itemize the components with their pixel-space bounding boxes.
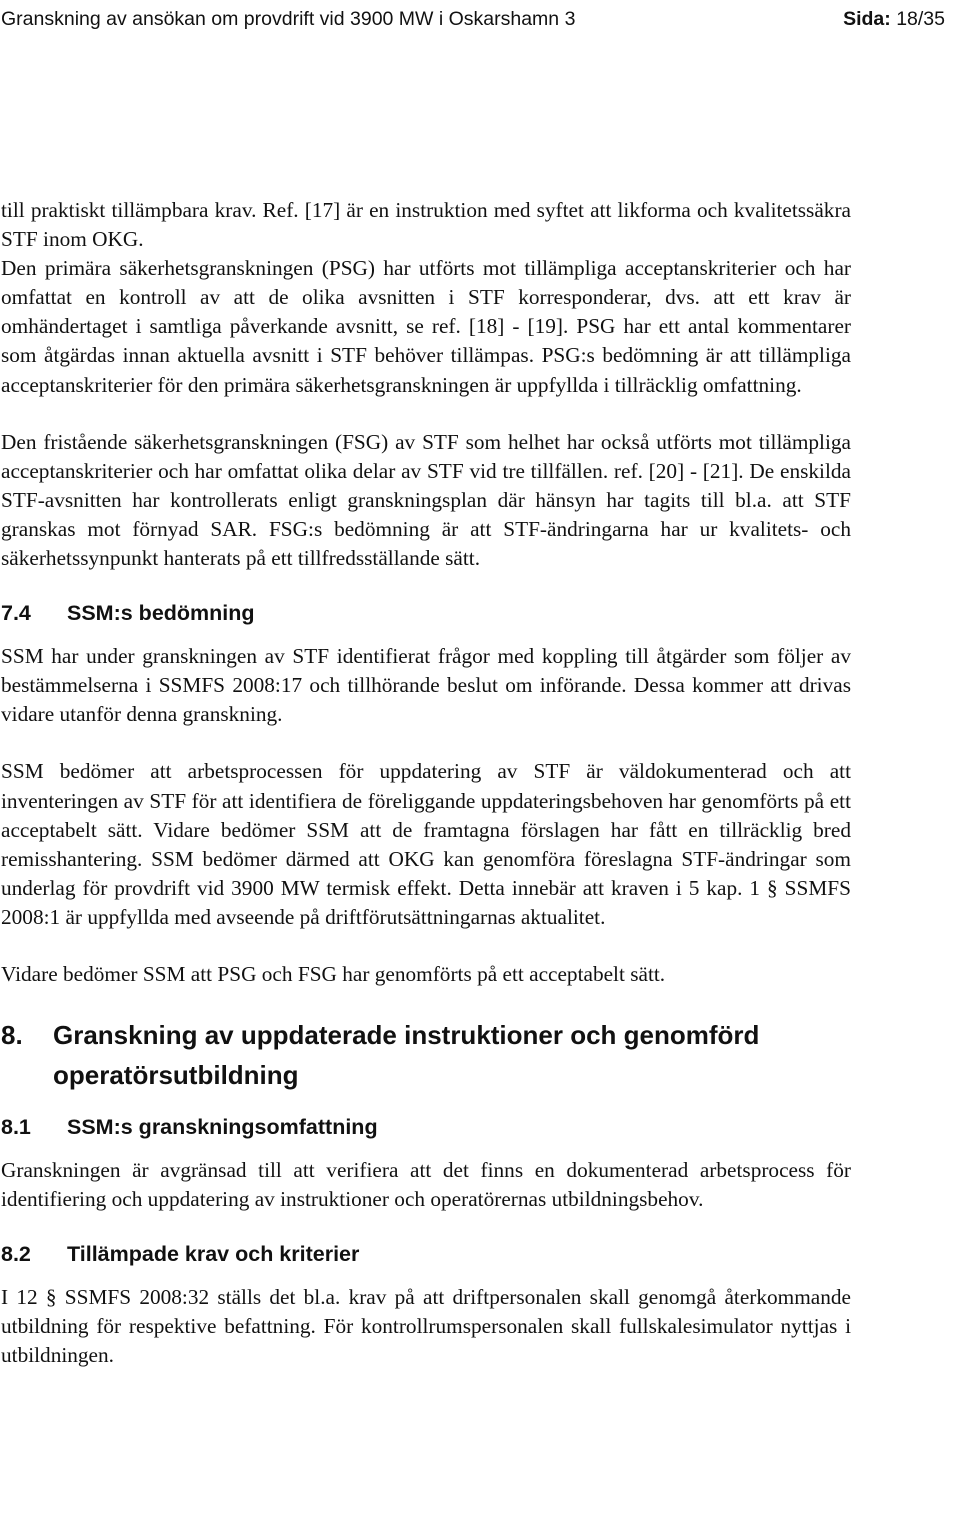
section-number: 8.1 [1, 1115, 31, 1140]
paragraph-ssm-assessment: SSM bedömer att arbetsprocessen för uppdatering av STF är väldokumenterad och att inventeringen av STF för att identifiera de föreliggande uppdateringsbehoven har genomförts på ett acceptabelt sätt. Vidare bedömer SSM att de framtagna förslagen har fått en tillräcklig bred remisshantering. SSM bedömer därmed att OKG kan genomföra föreslagna STF-ändringar som underlag för provdrift vid 3900 MW termisk effekt. Detta innebär att kraven i 5 kap. 1 § SSMFS 2008:1 är uppfyllda med avseende på driftförutsättningarnas aktualitet. [1, 759, 851, 929]
chapter-title: Granskning av uppdaterade instruktioner och genomförd operatörsutbildning [53, 1020, 760, 1091]
header-title: Granskning av ansökan om provdrift vid 3900 MW i Oskarshamn 3 [1, 8, 576, 30]
paragraph-continuation: till praktiskt tillämpbara krav. Ref. [17] är en instruktion med syftet att likforma och kvalitetssäkra STF inom OKG. [1, 198, 851, 252]
section-title: SSM:s bedömning [67, 601, 255, 626]
paragraph-fsg: Den fristående säkerhetsgranskningen (FSG) av STF som helhet har också utförts mot tillämpliga acceptanskriterier och har omfattat olika delar av STF vid tre tillfällen. ref. [20] - [21]. De enskilda STF-avsnitten har kontrollerats enligt granskningsplan där hänsyn har tagits till bl.a. att STF granskas mot förnyad SAR. FSG:s bedömning är att STF-ändringarna har ur kvalitets- och säkerhetssynpunkt hanterats på ett tillfredsställande sätt. [1, 429, 851, 571]
paragraph-scope: Granskningen är avgränsad till att verifiera att det finns en dokumenterad arbetsprocess för identifiering och uppdatering av instruktioner och operatörernas utbildningsbehov. [1, 1158, 851, 1212]
section-title: Tillämpade krav och kriterier [67, 1242, 360, 1267]
chapter-number: 8. [1, 1020, 23, 1051]
section-heading-8-2 [1, 1240, 851, 1269]
section-heading-7-4 [1, 599, 851, 628]
paragraph-psg: Den primära säkerhetsgranskningen (PSG) har utförts mot tillämpliga acceptanskriterier och har omfattat en kontroll av att de olika avsnitten i STF korresponderar, dvs. att ett krav är omhändertaget i samtliga påverkande avsnitt, se ref. [18] - [19]. PSG har ett antal kommentarer som åtgärdas innan aktuella avsnitt i STF behöver tillämpas. PSG:s bedömning är att tillämpliga acceptanskriterier för den primära säkerhetsgranskningen är uppfyllda i tillräcklig omfattning. [1, 256, 851, 397]
section-heading-8-1 [1, 1113, 851, 1142]
page-number [843, 0, 945, 38]
section-number: 8.2 [1, 1242, 31, 1267]
chapter-heading-8 [1, 1015, 851, 1095]
body-content [1, 196, 851, 1371]
section-title: SSM:s granskningsomfattning [67, 1115, 378, 1140]
paragraph-psg-fsg-assessment: Vidare bedömer SSM att PSG och FSG har genomförts på ett acceptabelt sätt. [1, 961, 666, 986]
page-label: Sida: [843, 8, 891, 30]
page-value: 18/35 [896, 8, 945, 30]
page-header [1, 0, 945, 38]
paragraph-ssm-issues: SSM har under granskningen av STF identifierat frågor med koppling till åtgärder som följer av bestämmelserna i SSMFS 2008:17 och tillhörande beslut om införande. Dessa kommer att drivas vidare utanför denna granskning. [1, 644, 851, 727]
section-number: 7.4 [1, 601, 31, 626]
paragraph-requirements: I 12 § SSMFS 2008:32 ställs det bl.a. krav på att driftpersonalen skall genomgå återkommande utbildning för respektive befattning. För kontrollrumspersonalen skall fullskalesimulator nyttjas i utbildningen. [1, 1285, 851, 1368]
